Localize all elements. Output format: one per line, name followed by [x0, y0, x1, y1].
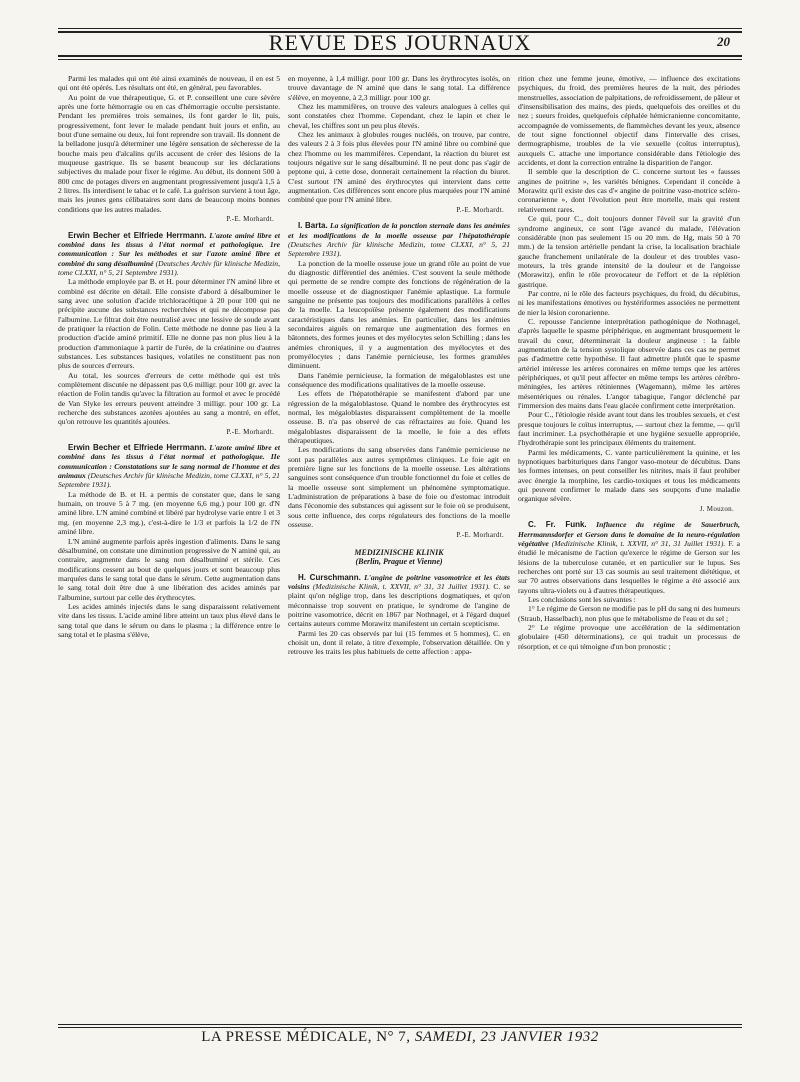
article-header — [288, 573, 510, 629]
article-authors: Erwin Becher et Elfriede Herrmann. — [68, 230, 207, 240]
article-title: L'angine de poitrine vasomotrice et les états voisins — [288, 572, 510, 591]
paragraph: Les acides aminés injectés dans le sang disparaissent relativement vite dans les tissus. L'acide aminé libre atteint un taux plus élevé dans le sang total que dans le sérum ou dans le plasma ; la différence entre le sang total et le plasma s'élève, — [58, 601, 280, 639]
section-title: MEDIZINISCHE KLINIK — [354, 547, 444, 557]
paragraph: Parmi les 20 cas observés par lui (15 femmes et 5 hommes), C. en choisit un, dont il relate, à titre d'exemple, l'observation détaillée. On y retrouve les traits les plus habituels de cette affection : appa- — [288, 628, 510, 657]
paragraph: Chez les mammifères, on trouve des valeurs analogues à celles qui sont constatées chez l'homme. Cependant, chez le lapin et chez le cheval, les chiffres sont un peu plus élevés. — [288, 102, 510, 130]
article-columns — [58, 74, 742, 1022]
article-authors: H. Curschmann. — [298, 572, 361, 582]
article-source: (Deutsches Archiv für klinische Medizin, tome CLXXI, n° 5, 21 Septembre 1931). — [58, 471, 280, 490]
paragraph: Chez les animaux à globules rouges nucléés, on trouve, par contre, des valeurs 2 à 3 fois plus élevées pour l'N aminé libre ou combiné que chez l'homme ou les mammifères. Cependant, la réaction du biuret est toujours négative sur le sang désalbuminé. Il ne peut donc pas s'agir de peptone qui, à cette dose, donnerait certainement la réaction du biuret. C'est surtout l'N aminé des érythrocytes qui intervient dans cette augmentation. Ces différences sont encore plus marquées pour l'N aminé combiné que pour l'N aminé libre. — [288, 130, 510, 205]
article-title: L'azote aminé libre et combiné dans les tissus à l'état normal et pathologique. 1re communication : Sur les méthodes et sur l'azote aminé libre et combiné du sang désalbuminé — [58, 230, 280, 268]
article-header — [288, 221, 510, 258]
article-title: La signification de la ponction sternale dans les anémies et les modifications de la moelle osseuse par l'hépatothérapie — [288, 221, 510, 240]
article-signature: P.-E. Morhardt. — [226, 427, 274, 436]
article-source: (Deutsches Archiv für klinische Medizin, tome CLXXI, n° 5, 21 Septembre 1931). — [58, 258, 280, 277]
footer-rule — [58, 1024, 742, 1025]
paragraph: Par contre, ni le rôle des facteurs psychiques, du froid, du décubitus, ni les manifestations émotives ou hystériformes associées ne permettent de nier la lésion coronarienne. — [518, 288, 740, 317]
column-3 — [518, 74, 740, 1022]
paragraph: Il semble que la description de C. concerne surtout les « fausses angines de poitrine », les variétés bénignes. Cependant il concède à Morawitz qu'il existe des cas d'« angine de poitrine vaso-motrice scléro-coronarienne », dont l'évolution peut être mortelle, mais qui restent relativement rares. — [518, 167, 740, 214]
paragraph: rition chez une femme jeune, émotive, — influence des excitations psychiques, du froid, des premières heures de la nuit, des périodes menstruelles, association de palpitations, de refroidissement, de pâleur et d'insensibilisation des mains, des pieds, quelquefois des oreilles et du nez ; sueurs froides, quelquefois céphalée hémicranienne concomitante, accompagnée de vomissements, de flammèches devant les yeux, absence de tout signe fonctionnel objectif dans l'intervalle des crises, dermographisme, troubles de la vie sexuelle (coïtus interruptus), auxquels C. attache une importance considérable dans l'étiologie des accidents, et dont la correction entraîne la disparition de l'angor. — [518, 74, 740, 168]
header-rule-top — [58, 28, 742, 29]
paragraph: C. repousse l'ancienne interprétation pathogénique de Nothnagel, d'après laquelle le spasme périphérique, en augmentant brusquement le travail du cœur, déterminerait la douleur angineuse : la faible augmentation de la tension systolique observée dans ces cas ne permet pas d'admettre cette hypothèse. Il faut admettre plutôt que le spasme artériel intéresse les artères coronaires en même temps que les artères périphériques, et qu'il peut affecter en même temps les artères cérébro-méningées, les artères rétiniennes (Wagemann), même les artères mésentériques ou rénales. L'angor tabagique, l'angor déclenché par l'immersion des mains dans l'eau glacée confirment cette interprétation. — [518, 316, 740, 411]
paragraph: Pour C., l'étiologie réside avant tout dans les troubles sexuels, et c'est presque toujours le coïtus interruptus, — surtout chez la femme, — qu'il faut incriminer. La psychothérapie et une hygiène sexuelle appropriée, l'hydrothérapie sont les principaux éléments du traitement. — [518, 410, 740, 448]
footer-rule-2 — [58, 1027, 742, 1028]
paragraph: La méthode de B. et H. a permis de constater que, dans le sang humain, on trouve 5 à 7 mg. (en moyenne 6,6 mg.) pour 100 gr. d'N aminé libre. L'N aminé combiné et libéré par hydrolyse varie entre 1 et 3 mg. (en moyenne 2,3 mg.), c'est-à-dire le 1/3 et parfois la 1/2 de l'N aminé libre. — [58, 489, 280, 537]
article-title: Influence du régime de Sauerbruch, Herrmannsdorfer et Gerson dans le domaine de la neuro-régulation végétative — [518, 520, 740, 548]
paragraph: Parmi les médicaments, C. vante particulièrement la quinine, et les hypnotiques barbituriques dans l'angor vaso-moteur de décubitus. Dans les formes intenses, on peut conseiller les nitrites, mais il faut prohiber avec énergie la morphine, les cardio-toxiques et tous les médicaments qui peuvent confirmer le malade dans ses soupçons d'une maladie organique sévère. — [518, 447, 740, 504]
article-source: (Medizinische Klinik, t. XXVII, n° 31, 31 Juillet 1931). — [551, 538, 726, 548]
column-2 — [288, 74, 510, 1022]
header-rule-bottom-thick — [58, 55, 742, 57]
paragraph: Au point de vue thérapeutique, G. et P. conseillent une cure sévère après une forte hémorragie ou en cas d'hémorragie occulte persistante. Pendant les premières trois semaines, ils font garder le lit, puis, progressivement, font lever le malade pendant huit jours et enfin, au bout d'une semaine ou deux, lui font reprendre son travail. Ils donnent de la belladone jusqu'à déterminer une légère sensation de sécheresse de la bouche mais peu d'alcalins qu'ils accusent de créer des lésions de la muqueuse gastrique. Ils se basent beaucoup sur les déclarations subjectives du malade pour fixer le régime. Au début, ils donnent 500 à 800 cmc de potages divers en augmentant progressivement jusqu'à 1,5 à 2 litres. Ils interdisent le tabac et le café. La guérison survient à tout âge, mais les jeunes gens célibataires sont dans de beaucoup moins bonnes conditions que les autres malades. — [58, 92, 280, 214]
article-source: (Deutsches Archiv für klinische Medizin, tome CLXXI, n° 5, 21 Septembre 1931). — [288, 239, 510, 259]
footer-issue-number: N° 7, — [376, 1029, 411, 1045]
paragraph: Parmi les malades qui ont été ainsi examinés de nouveau, il en est 5 qui ont été opérés. Les résultats ont été, en général, peu favorables. — [58, 74, 280, 93]
page-footer — [0, 1029, 800, 1046]
article-signature: P.-E. Morhardt. — [226, 215, 274, 224]
paragraph: L'N aminé augmente parfois après ingestion d'aliments. Dans le sang désalbuminé, on constate une diminution progressive de N aminé qui, au contraire, augmente dans le sang non désalbuminé et stérile. Ces modifications cessent au bout de quelques jours et sont beaucoup plus marquées dans le sang total que dans le sérum. Cette augmentation dans le sang total doit être due à une libération des acides aminés par l'albumine, surtout par celle des érythrocytes. — [58, 536, 280, 602]
paragraph: Dans l'anémie pernicieuse, la formation de mégaloblastes est une conséquence des modifications qualitatives de la moelle osseuse. — [288, 370, 510, 389]
article-authors: Erwin Becher et Elfriede Herrmann. — [68, 443, 207, 453]
paragraph: Les conclusions sont les suivantes : — [528, 594, 636, 604]
article-title: L'azote aminé libre et combiné dans les tissus à l'état normal et pathologique. IIe communication : Constatations sur le sang normal de l'homme et des animaux — [58, 443, 280, 481]
article-signature: J. Mouzon. — [699, 504, 734, 513]
column-1 — [58, 74, 280, 1022]
paragraph: 2° Le régime provoque une accélération de la sédimentation globulaire (450 déterminations), ce qui traduit un processus de résorption, et ce qui témoigne d'un bon pronostic ; — [518, 622, 740, 651]
article-authors: I. Barta. — [298, 221, 328, 231]
article-signature: P.-E. Morhardt. — [456, 530, 504, 539]
paragraph: Ce qui, pour C., doit toujours donner l'éveil sur la gravité d'un syndrome angineux, ce sont l'âge avancé du malade, l'élévation considérable (non pas seulement 15 ou 20 mm. de Hg, mais 50 à 70 mm.) de la tension artérielle pendant la crise, la localisation brachiale gauche franchement unilatérale de la douleur et des troubles vaso-moteurs, la très grande intensité de la douleur et de l'angoisse (Morawitz), enfin le rôle provocateur de l'effort et de la réplétion gastrique. — [518, 214, 740, 289]
paragraph: Les modifications du sang observées dans l'anémie pernicieuse ne sont pas parallèles aux autres symptômes cliniques. Le foie agit en première ligne sur les fonctions de la moelle osseuse. Les altérations sanguines sont conséquence d'un trouble fonctionnel du foie et celles de la moelle osseuse sont simplement un phénomène symptomatique. L'administration de préparations à base de foie ou d'estomac introduit dans l'économie des substances qui agissent sur le foie où se produisent, sous cette influence, des corps régulateurs des fonctions de la moelle osseuse. — [288, 445, 510, 530]
paragraph: en moyenne, à 1,4 milligr. pour 100 gr. Dans les érythrocytes isolés, on trouve davantage de N aminé que dans le sang total. La différence s'élève, en moyenne, à 2,3 milligr. pour 100 gr. — [288, 74, 510, 102]
page-number: 20 — [717, 34, 730, 49]
paragraph: F. a étudié le mécanisme de l'action qu'exerce le régime de Gerson sur les lésions de la tuberculose cutanée, et en particulier sur le lupus. Ses recherches ont porté sur 13 cas soumis au seul traitement diététique, et sur 70 autres observations dans lesquelles le régime a été associé aux rayons ultra-violets ou à d'autres thérapeutiques. — [518, 538, 740, 595]
journal-title: REVUE DES JOURNAUX — [268, 30, 532, 55]
header-rule-bottom — [58, 59, 742, 60]
article-header — [518, 520, 740, 595]
article-signature: P.-E. Morhardt. — [456, 205, 504, 214]
section-subtitle: (Berlin, Prague et Vienne) — [355, 557, 443, 567]
article-header — [58, 231, 280, 278]
paragraph: La ponction de la moelle osseuse joue un grand rôle au point de vue du diagnostic différentiel des anémies. C'est souvent la seule méthode qui permette de se rendre compte des fonctions de régénération de la moelle osseuse et de diagnostiquer l'anémie aplastique. La formule sanguine ne présente pas toujours des modifications parallèles à celles de la moelle. La leucopoïèse présente également des modifications caractéristiques dans les anémies. En particulier, dans les anémies secondaires aiguës on remarque une augmentation des formes en bâtonnets, des formes jeunes et des myélocytes selon Schilling ; dans les anémies chroniques, il y a augmentation des myélocytes et des promyélocytes ; dans l'anémie pernicieuse, les formes granulées diminuent. — [288, 258, 510, 371]
article-header — [58, 443, 280, 490]
article-authors: C. Fr. Funk. — [528, 520, 587, 530]
paragraph: Au total, les sources d'erreurs de cette méthode qui est très complètement discutée ne dépassent pas 0,6 milligr. pour 100 gr. avec la réaction de Folin tandis qu'avec la filtration au formol et avec le procédé de Van Slyke les erreurs peuvent atteindre 3 milligr. pour 100 gr. La recherche des substances azotées ajoutées au sang a montré, en effet, qu'on retrouve les quantités ajoutées. — [58, 370, 280, 427]
footer-journal: LA PRESSE MÉDICALE, — [201, 1029, 372, 1045]
paragraph: Les effets de l'hépatothérapie se manifestent d'abord par une régression de la mégaloblastose. Quand le nombre des érythrocytes est normal, les mégaloblastes disparaissent complètement de la moelle osseuse. B. n'a pas observé de cas réfractaires au foie. Quand les mégaloblastes disparaissent de la moelle, le foie a des effets thérapeutiques. — [288, 389, 510, 446]
article-source: (Medizinische Klinik, t. XXVII, n° 31, 31 Juillet 1931). — [312, 581, 491, 591]
footer-date: SAMEDI, 23 JANVIER 1932 — [414, 1029, 599, 1045]
paragraph: La méthode employée par B. et H. pour déterminer l'N aminé libre et combiné est décrite en détail. Elle consiste d'abord à désalbuminer le sang avec une solution d'acide trichloracétique à 20 pour 100 qui ne précipite aucune des substances recherchées et qui ne décompose pas l'albumine. Le filtrat doit être neutralisé avec une lessive de soude avant de pratiquer la réaction de Folin. Cette méthode ne donne pas lieu à la production d'acide aminé primitif. Elle ne donne pas non plus lieu à la production d'ammoniaque à partir de l'urée, de la créatinine ou d'autres substances. Les substances basiques, volatiles ne constituent pas non plus de sources d'erreurs. — [58, 277, 280, 371]
paragraph: C. se plaint qu'on néglige trop, dans les descriptions dogmatiques, et qu'on méconnaisse trop souvent en pratique, le syndrome de l'angine de poitrine vasomotrice, décrit en 1867 par Nothnagel, et à l'égard duquel certains auteurs comme Morawitz manifestent un certain scepticisme. — [288, 581, 510, 629]
paragraph: 1° Le régime de Gerson ne modifie pas le pH du sang ni des humeurs (Straub, Hasselbach), non plus que le métabolisme de l'eau et du sel ; — [518, 604, 740, 623]
